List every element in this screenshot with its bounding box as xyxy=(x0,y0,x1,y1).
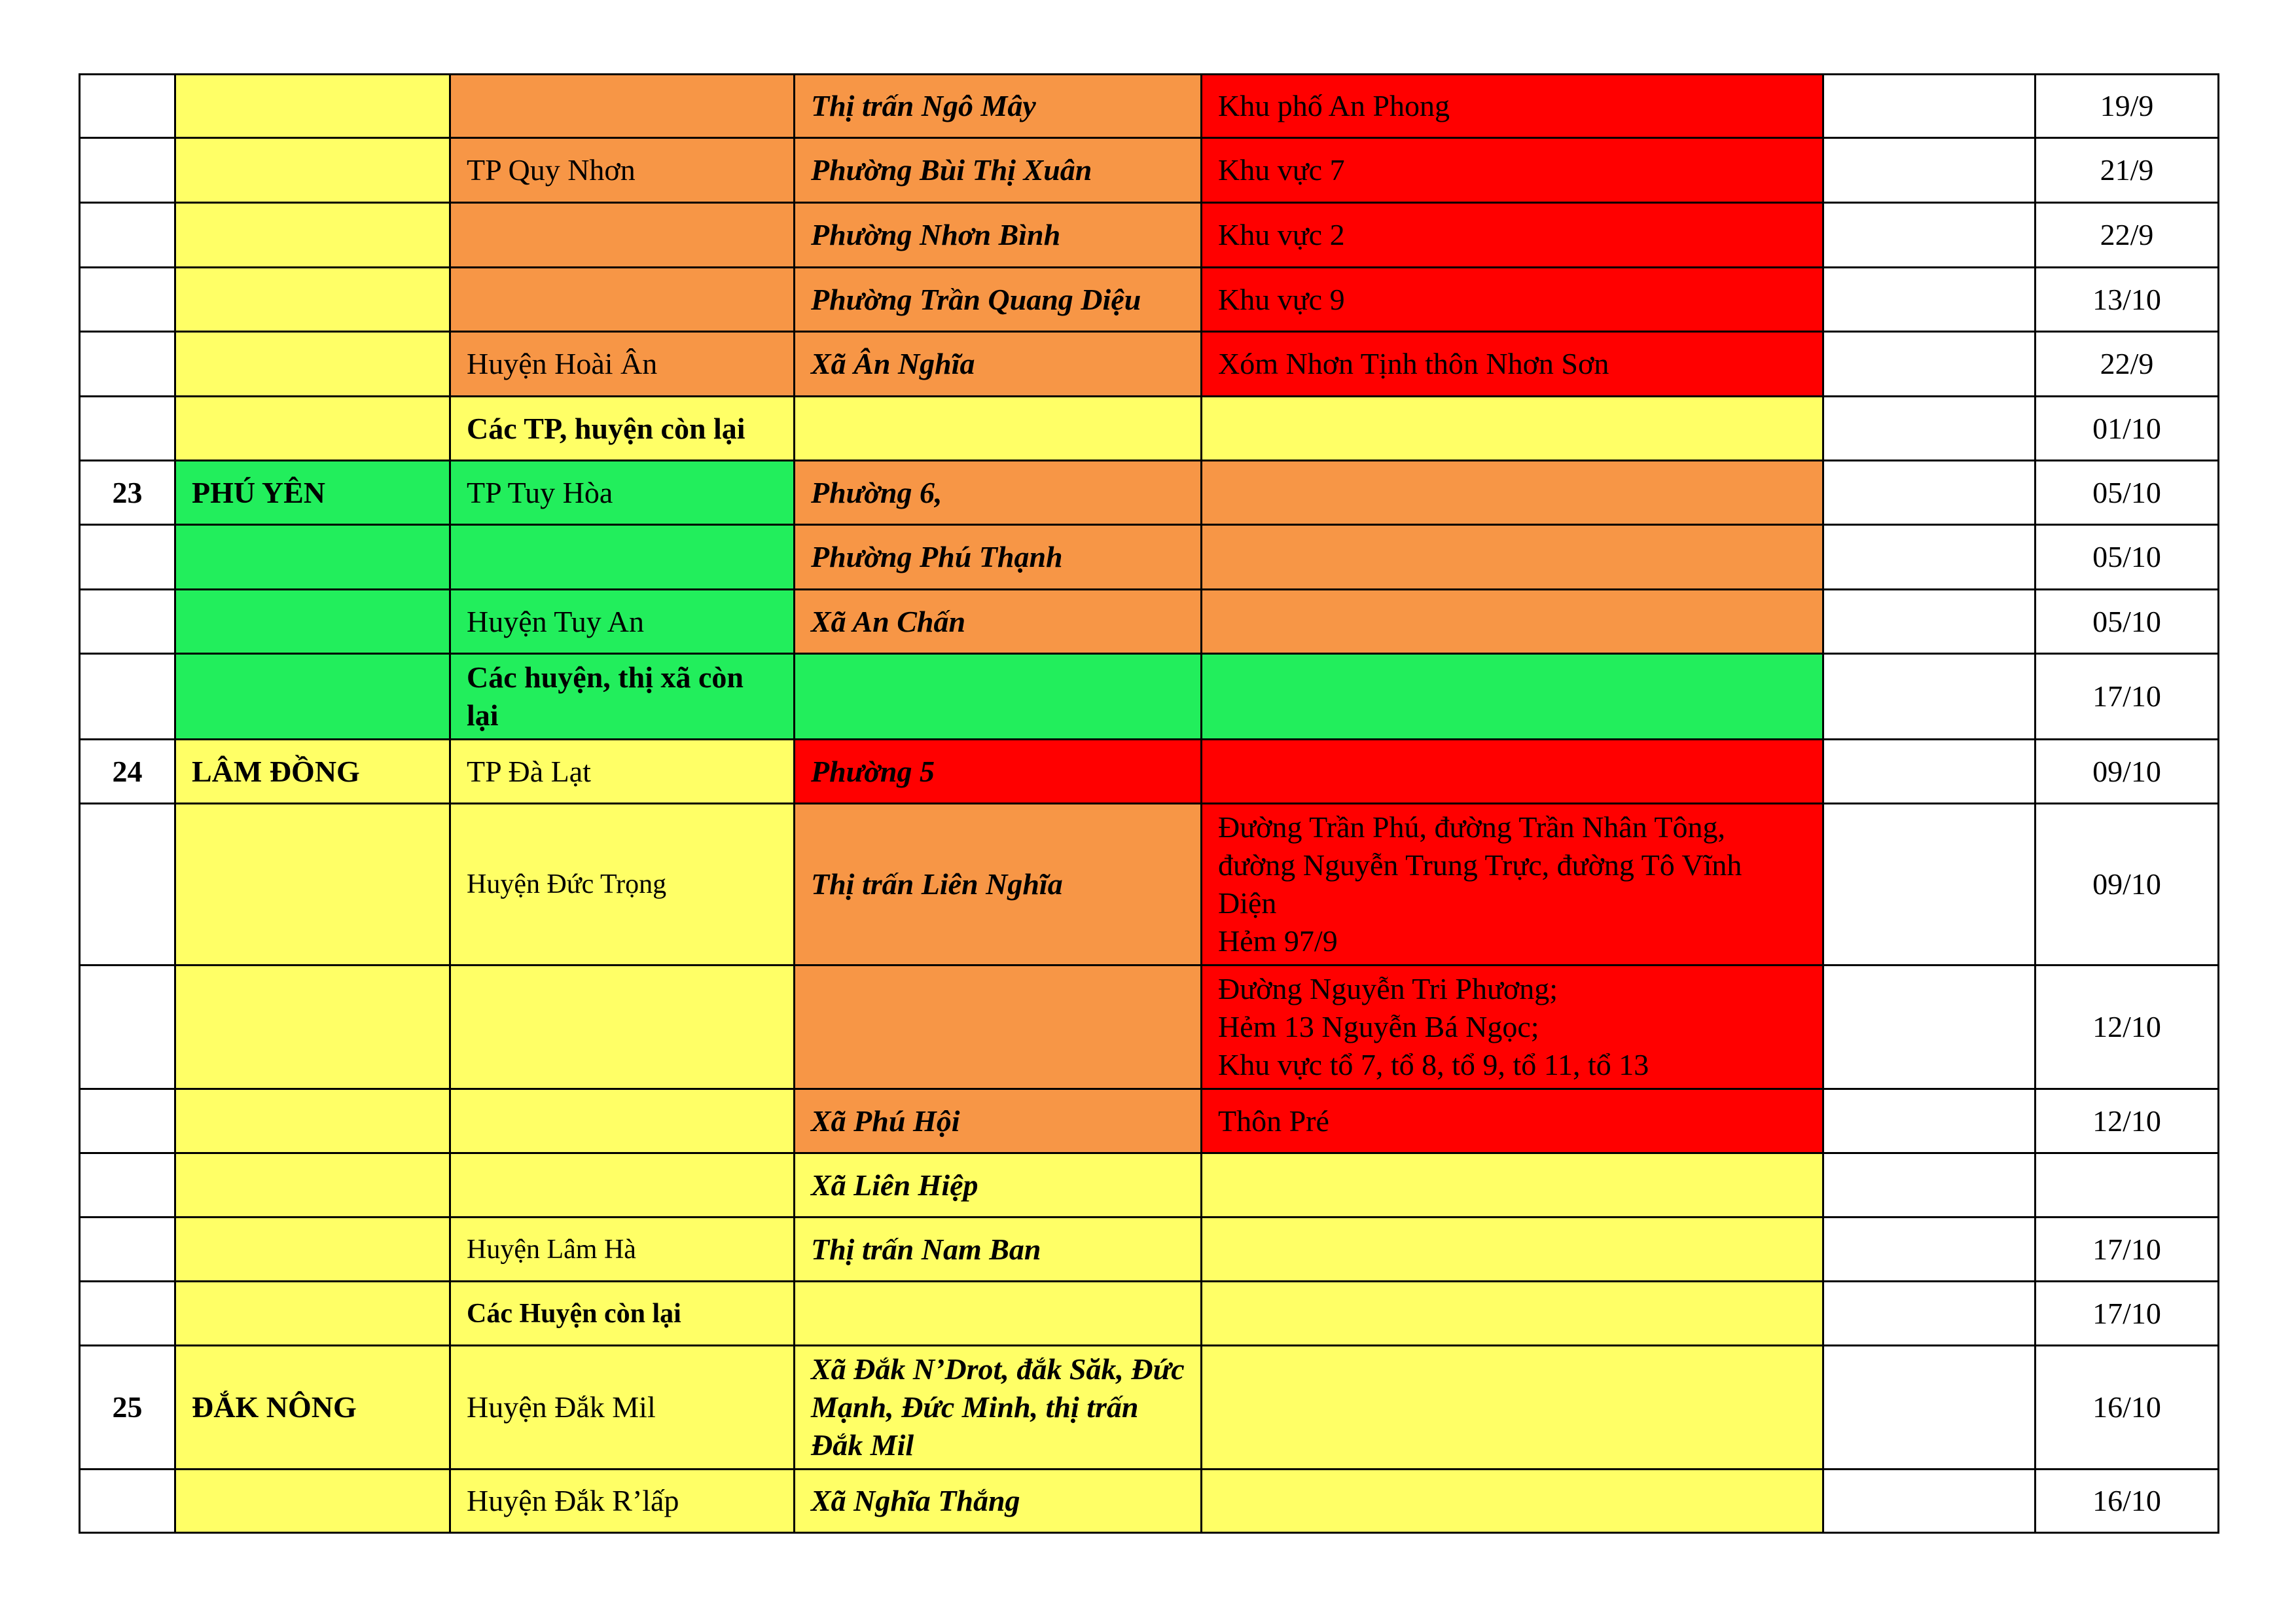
date-cell: 09/10 xyxy=(2036,804,2219,965)
row-number-cell xyxy=(80,397,175,461)
district-cell: TP Tuy Hòa xyxy=(450,461,795,525)
table-row xyxy=(80,1153,2219,1218)
district-cell xyxy=(450,203,795,268)
row-number-cell xyxy=(80,1470,175,1533)
district-cell: Huyện Tuy An xyxy=(450,590,795,654)
ward-cell: Phường 6, xyxy=(795,461,1202,525)
province-cell xyxy=(175,397,450,461)
note-cell xyxy=(1823,740,2036,804)
table-row xyxy=(80,804,2219,965)
province-cell: PHÚ YÊN xyxy=(175,461,450,525)
date-cell: 19/9 xyxy=(2036,75,2219,138)
date-cell: 05/10 xyxy=(2036,461,2219,525)
ward-cell: Xã An Chấn xyxy=(795,590,1202,654)
row-number-cell xyxy=(80,332,175,397)
district-cell: Huyện Đức Trọng xyxy=(450,804,795,965)
province-cell xyxy=(175,654,450,740)
date-cell: 13/10 xyxy=(2036,268,2219,332)
row-number-cell: 24 xyxy=(80,740,175,804)
ward-cell: Xã Ân Nghĩa xyxy=(795,332,1202,397)
table-row xyxy=(80,965,2219,1089)
area-cell: Xóm Nhơn Tịnh thôn Nhơn Sơn xyxy=(1202,332,1823,397)
district-cell: Huyện Đắk R’lấp xyxy=(450,1470,795,1533)
date-cell: 22/9 xyxy=(2036,332,2219,397)
note-cell xyxy=(1823,1153,2036,1218)
row-number-cell xyxy=(80,590,175,654)
province-cell xyxy=(175,138,450,203)
ward-cell xyxy=(795,965,1202,1089)
row-number-cell xyxy=(80,75,175,138)
table-row xyxy=(80,740,2219,804)
area-cell xyxy=(1202,1470,1823,1533)
district-cell: TP Đà Lạt xyxy=(450,740,795,804)
row-number-cell xyxy=(80,1089,175,1153)
district-cell: Các Huyện còn lại xyxy=(450,1282,795,1346)
district-cell xyxy=(450,268,795,332)
table-row xyxy=(80,332,2219,397)
area-cell: Đường Trần Phú, đường Trần Nhân Tông, đường Nguyễn Trung Trực, đường Tô Vĩnh Diện Hẻm 97/9 xyxy=(1202,804,1823,965)
district-cell xyxy=(450,965,795,1089)
area-cell: Đường Nguyễn Tri Phương; Hẻm 13 Nguyễn Bá Ngọc; Khu vực tổ 7, tổ 8, tổ 9, tổ 11, tổ 13 xyxy=(1202,965,1823,1089)
note-cell xyxy=(1823,1218,2036,1282)
table-row xyxy=(80,268,2219,332)
row-number-cell: 25 xyxy=(80,1346,175,1470)
date-cell: 17/10 xyxy=(2036,654,2219,740)
table-row xyxy=(80,1218,2219,1282)
row-number-cell xyxy=(80,965,175,1089)
table-row xyxy=(80,203,2219,268)
area-cell: Thôn Pré xyxy=(1202,1089,1823,1153)
ward-cell xyxy=(795,654,1202,740)
date-cell: 17/10 xyxy=(2036,1282,2219,1346)
date-cell: 16/10 xyxy=(2036,1346,2219,1470)
province-cell xyxy=(175,268,450,332)
province-cell xyxy=(175,1153,450,1218)
row-number-cell xyxy=(80,1218,175,1282)
table-row xyxy=(80,1282,2219,1346)
province-cell xyxy=(175,590,450,654)
province-cell xyxy=(175,332,450,397)
table-row xyxy=(80,654,2219,740)
ward-cell: Phường Trần Quang Diệu xyxy=(795,268,1202,332)
ward-cell: Xã Nghĩa Thắng xyxy=(795,1470,1202,1533)
table-row xyxy=(80,1470,2219,1533)
ward-cell: Xã Phú Hội xyxy=(795,1089,1202,1153)
note-cell xyxy=(1823,461,2036,525)
ward-cell: Xã Liên Hiệp xyxy=(795,1153,1202,1218)
area-cell: Khu vực 7 xyxy=(1202,138,1823,203)
note-cell xyxy=(1823,965,2036,1089)
note-cell xyxy=(1823,654,2036,740)
note-cell xyxy=(1823,1346,2036,1470)
ward-cell: Thị trấn Liên Nghĩa xyxy=(795,804,1202,965)
date-cell: 21/9 xyxy=(2036,138,2219,203)
row-number-cell xyxy=(80,804,175,965)
district-cell xyxy=(450,1153,795,1218)
area-cell xyxy=(1202,654,1823,740)
district-cell xyxy=(450,1089,795,1153)
note-cell xyxy=(1823,1282,2036,1346)
row-number-cell: 23 xyxy=(80,461,175,525)
table-row xyxy=(80,1089,2219,1153)
ward-cell xyxy=(795,1282,1202,1346)
row-number-cell xyxy=(80,1282,175,1346)
table-row xyxy=(80,461,2219,525)
date-cell: 01/10 xyxy=(2036,397,2219,461)
ward-cell: Phường Bùi Thị Xuân xyxy=(795,138,1202,203)
note-cell xyxy=(1823,332,2036,397)
table-row xyxy=(80,138,2219,203)
ward-cell: Thị trấn Nam Ban xyxy=(795,1218,1202,1282)
province-cell xyxy=(175,1218,450,1282)
district-cell: Huyện Lâm Hà xyxy=(450,1218,795,1282)
note-cell xyxy=(1823,75,2036,138)
table-row xyxy=(80,525,2219,590)
note-cell xyxy=(1823,268,2036,332)
province-cell xyxy=(175,1470,450,1533)
date-cell xyxy=(2036,1153,2219,1218)
row-number-cell xyxy=(80,1153,175,1218)
date-cell: 17/10 xyxy=(2036,1218,2219,1282)
date-cell: 12/10 xyxy=(2036,1089,2219,1153)
table-row xyxy=(80,590,2219,654)
province-cell xyxy=(175,965,450,1089)
row-number-cell xyxy=(80,525,175,590)
area-cell: Khu vực 9 xyxy=(1202,268,1823,332)
province-cell: ĐẮK NÔNG xyxy=(175,1346,450,1470)
ward-cell: Xã Đắk N’Drot, đắk Săk, Đức Mạnh, Đức Minh, thị trấn Đắk Mil xyxy=(795,1346,1202,1470)
row-number-cell xyxy=(80,138,175,203)
note-cell xyxy=(1823,804,2036,965)
district-cell: Huyện Hoài Ân xyxy=(450,332,795,397)
row-number-cell xyxy=(80,203,175,268)
province-cell xyxy=(175,75,450,138)
district-cell xyxy=(450,75,795,138)
table-row xyxy=(80,397,2219,461)
province-cell xyxy=(175,804,450,965)
area-cell xyxy=(1202,1346,1823,1470)
area-cell: Khu phố An Phong xyxy=(1202,75,1823,138)
ward-cell: Thị trấn Ngô Mây xyxy=(795,75,1202,138)
row-number-cell xyxy=(80,268,175,332)
province-cell xyxy=(175,525,450,590)
ward-cell: Phường Nhơn Bình xyxy=(795,203,1202,268)
note-cell xyxy=(1823,397,2036,461)
area-cell xyxy=(1202,590,1823,654)
risk-level-table xyxy=(79,73,2219,1534)
province-cell xyxy=(175,1089,450,1153)
area-cell xyxy=(1202,525,1823,590)
ward-cell xyxy=(795,397,1202,461)
area-cell xyxy=(1202,1282,1823,1346)
date-cell: 05/10 xyxy=(2036,525,2219,590)
district-cell: TP Quy Nhơn xyxy=(450,138,795,203)
district-cell: Huyện Đắk Mil xyxy=(450,1346,795,1470)
date-cell: 16/10 xyxy=(2036,1470,2219,1533)
note-cell xyxy=(1823,525,2036,590)
district-cell: Các huyện, thị xã còn lại xyxy=(450,654,795,740)
table-row xyxy=(80,1346,2219,1470)
date-cell: 05/10 xyxy=(2036,590,2219,654)
area-cell xyxy=(1202,461,1823,525)
province-cell xyxy=(175,1282,450,1346)
note-cell xyxy=(1823,590,2036,654)
row-number-cell xyxy=(80,654,175,740)
date-cell: 09/10 xyxy=(2036,740,2219,804)
table-row xyxy=(80,75,2219,138)
province-cell: LÂM ĐỒNG xyxy=(175,740,450,804)
area-cell xyxy=(1202,1218,1823,1282)
ward-cell: Phường Phú Thạnh xyxy=(795,525,1202,590)
date-cell: 12/10 xyxy=(2036,965,2219,1089)
ward-cell: Phường 5 xyxy=(795,740,1202,804)
province-cell xyxy=(175,203,450,268)
area-cell xyxy=(1202,397,1823,461)
note-cell xyxy=(1823,138,2036,203)
area-cell xyxy=(1202,1153,1823,1218)
note-cell xyxy=(1823,1089,2036,1153)
date-cell: 22/9 xyxy=(2036,203,2219,268)
note-cell xyxy=(1823,1470,2036,1533)
area-cell xyxy=(1202,740,1823,804)
area-cell: Khu vực 2 xyxy=(1202,203,1823,268)
note-cell xyxy=(1823,203,2036,268)
district-cell xyxy=(450,525,795,590)
district-cell: Các TP, huyện còn lại xyxy=(450,397,795,461)
